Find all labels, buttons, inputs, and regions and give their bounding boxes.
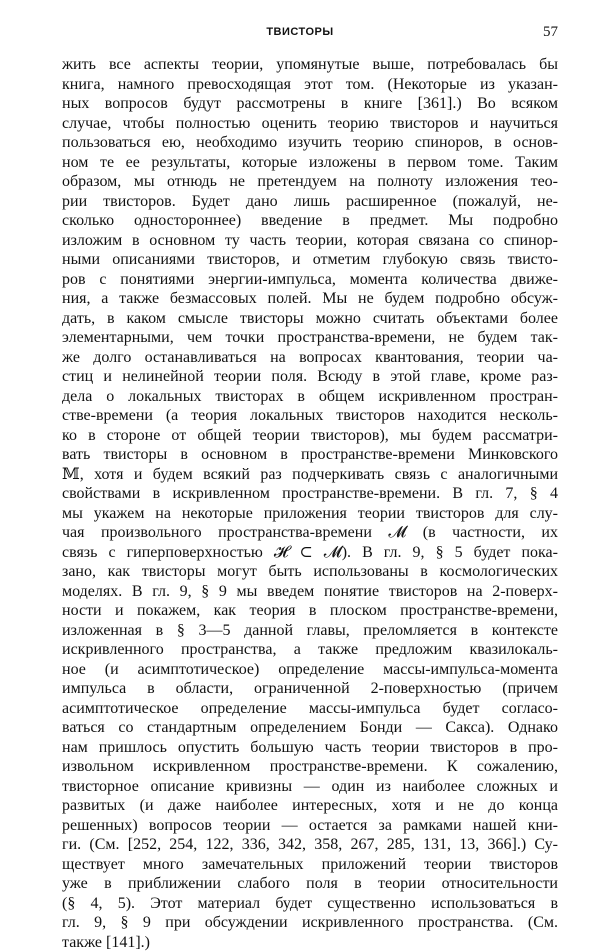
text-line: решенных) вопросов теории — остается за рамками нашей кни- [62, 816, 558, 836]
text-line: образом, мы отнюдь не претендуем на полноту изложения тео- [62, 172, 558, 192]
text-line-last: также [141].) [62, 933, 558, 952]
text-line: случае, чтобы полностью оценить теорию твисторов и научиться [62, 114, 558, 134]
text-line: ности и покажем, как теория в плоском пространстве-времени, [62, 601, 558, 621]
text-line: стве-времени (а теория локальных твисторов находится несколь- [62, 406, 558, 426]
text-line: уже в приближении слабого поля в теории относительности [62, 874, 558, 894]
text-line: свойствами в искривленном пространстве-времени. В гл. 7, § 4 [62, 484, 558, 504]
text-line: связь с гиперповерхностью 𝓗 ⊂ 𝓜). В гл. 9, § 5 будет пока- [62, 543, 558, 563]
page-number: 57 [543, 24, 558, 41]
text-line: элементарными, чем точки пространства-времени, не будем так- [62, 328, 558, 348]
text-line: извольном искривленном пространстве-времени. К сожалению, [62, 757, 558, 777]
text-line: дела о локальных твисторах в общем искривленном простран- [62, 387, 558, 407]
text-line: развитых (и даже наиболее интересных, хотя и не до конца [62, 796, 558, 816]
text-line: зано, как твисторы могут быть использованы в космологических [62, 562, 558, 582]
text-line: ными описаниями твисторов, и отметим глубокую связь твисто- [62, 250, 558, 270]
text-line: сколько одностороннее) введение в предмет. Мы подробно [62, 211, 558, 231]
text-line: жить все аспекты теории, упомянутые выше, потребовалась бы [62, 55, 558, 75]
text-line: вать твисторы в основном в пространстве-времени Минковского [62, 445, 558, 465]
text-line: же долго останавливаться на вопросах квантования, теории ча- [62, 348, 558, 368]
body-text [62, 55, 558, 952]
text-line: асимптотическое определение массы-импульса будет согласо- [62, 699, 558, 719]
text-line: рии твисторов. Будет дано лишь расширенное (пожалуй, не- [62, 192, 558, 212]
text-line: изложенная в § 3—5 данной главы, преломляется в контексте [62, 621, 558, 641]
text-line: ко в стороне от общей теории твисторов), мы будем рассматри- [62, 426, 558, 446]
running-head [0, 26, 600, 46]
text-line: изложим в основном ту часть теории, которая связана со спинор- [62, 231, 558, 251]
text-line: моделях. В гл. 9, § 9 мы введем понятие твисторов на 2-поверх- [62, 582, 558, 602]
text-line: ществует много замечательных приложений теории твисторов [62, 855, 558, 875]
text-line: дать, в каком смысле твисторы можно считать объектами более [62, 309, 558, 329]
text-line: (§ 4, 5). Этот материал будет существенно использоваться в [62, 894, 558, 914]
text-line: искривленного пространства, а также предложим квазилокаль- [62, 640, 558, 660]
text-line: твисторное описание кривизны — один из наиболее сложных и [62, 777, 558, 797]
text-line: ров с понятиями энергии-импульса, момента количества движе- [62, 270, 558, 290]
text-line: книга, намного превосходящая этот том. (Некоторые из указан- [62, 75, 558, 95]
text-line: импульса в области, ограниченной 2-поверхностью (причем [62, 679, 558, 699]
running-title: ТВИСТОРЫ [0, 26, 600, 38]
text-line: гл. 9, § 9 при обсуждении искривленного пространства. (См. [62, 913, 558, 933]
text-line: пользоваться ею, необходимо изучить теорию спиноров, в основ- [62, 133, 558, 153]
text-line: ных вопросов будут рассмотрены в книге [361].) Во всяком [62, 94, 558, 114]
text-line: нам пришлось опустить большую часть теории твисторов в про- [62, 738, 558, 758]
text-line: ваться со стандартным определением Бонди — Сакса). Однако [62, 718, 558, 738]
text-line: ния, а также безмассовых полей. Мы не будем подробно обсуж- [62, 289, 558, 309]
text-line: стиц и нелинейной теории поля. Всюду в этой главе, кроме раз- [62, 367, 558, 387]
text-line: 𝕄, хотя и будем всякий раз подчеркивать связь с аналогичными [62, 465, 558, 485]
text-line: чая произвольного пространства-времени 𝓜 (в частности, их [62, 523, 558, 543]
text-line: ном те ее результаты, которые изложены в первом томе. Таким [62, 153, 558, 173]
text-line: мы укажем на некоторые приложения теории твисторов для слу- [62, 504, 558, 524]
text-line: ги. (См. [252, 254, 122, 336, 342, 358, 267, 285, 131, 13, 366].) Су- [62, 835, 558, 855]
text-line: ное (и асимптотическое) определение массы-импульса-момента [62, 660, 558, 680]
